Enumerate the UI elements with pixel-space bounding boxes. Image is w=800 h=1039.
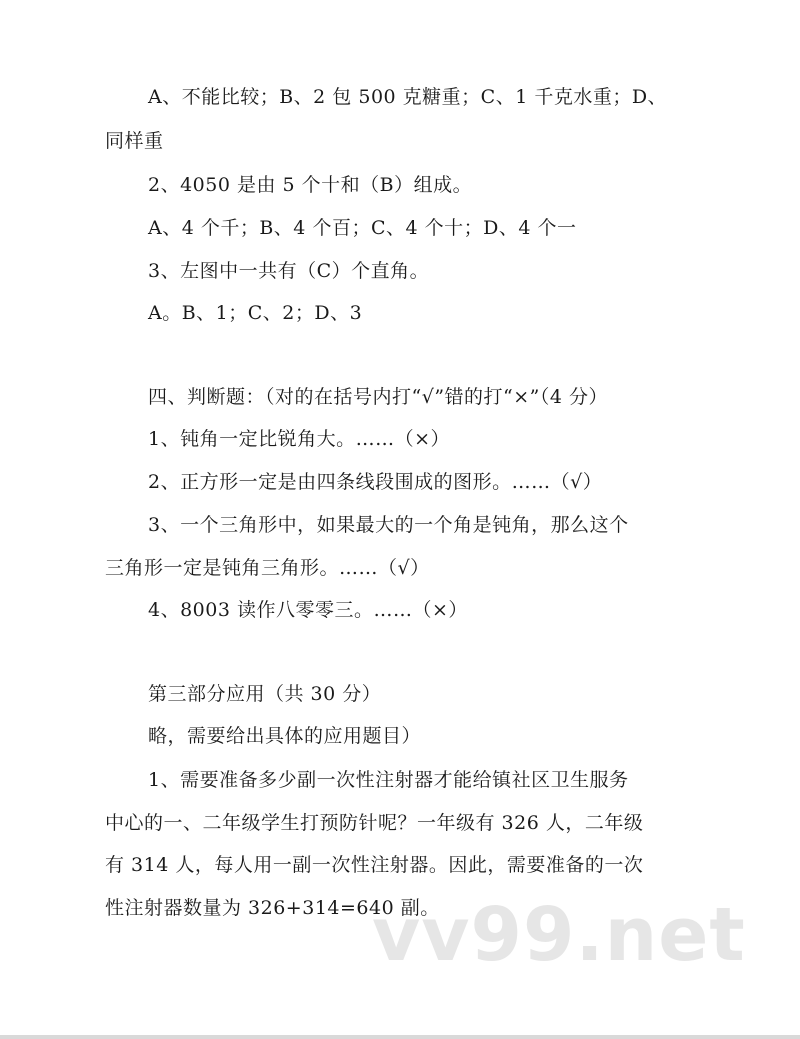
application-item-1-cont-c: 性注射器数量为 326+314=640 副。 bbox=[105, 897, 440, 919]
option-line-q2: A、4 个千；B、4 个百；C、4 个十；D、4 个一 bbox=[148, 217, 577, 239]
watermark: vv99.net bbox=[372, 892, 746, 978]
option-line-q3: A。B、1；C、2；D、3 bbox=[148, 302, 363, 324]
application-item-1-cont-b: 有 314 人，每人用一副一次性注射器。因此，需要准备的一次 bbox=[105, 854, 644, 876]
option-line-q1: A、不能比较；B、2 包 500 克糖重；C、1 千克水重；D、 bbox=[148, 86, 668, 108]
judgment-item-1: 1、钝角一定比锐角大。……（×） bbox=[148, 428, 451, 450]
judgment-item-4: 4、8003 读作八零零三。……（×） bbox=[148, 599, 468, 621]
section-heading-judgment: 四、判断题：（对的在括号内打“√”错的打“×”（4 分） bbox=[148, 386, 609, 408]
question-3: 3、左图中一共有（C）个直角。 bbox=[148, 260, 430, 282]
judgment-item-3: 3、一个三角形中，如果最大的一个角是钝角，那么这个 bbox=[148, 514, 629, 536]
judgment-item-3-cont: 三角形一定是钝角三角形。……（√） bbox=[105, 557, 430, 579]
option-line-q1-cont: 同样重 bbox=[105, 130, 164, 152]
application-item-1-cont-a: 中心的一、二年级学生打预防针呢？一年级有 326 人，二年级 bbox=[105, 812, 644, 834]
judgment-item-2: 2、正方形一定是由四条线段围成的图形。……（√） bbox=[148, 471, 603, 493]
application-note: 略，需要给出具体的应用题目） bbox=[148, 725, 422, 747]
section-heading-application: 第三部分应用（共 30 分） bbox=[148, 683, 382, 705]
page-bottom-divider bbox=[0, 1035, 800, 1039]
application-item-1: 1、需要准备多少副一次性注射器才能给镇社区卫生服务 bbox=[148, 769, 629, 791]
question-2: 2、4050 是由 5 个十和（B）组成。 bbox=[148, 174, 473, 196]
